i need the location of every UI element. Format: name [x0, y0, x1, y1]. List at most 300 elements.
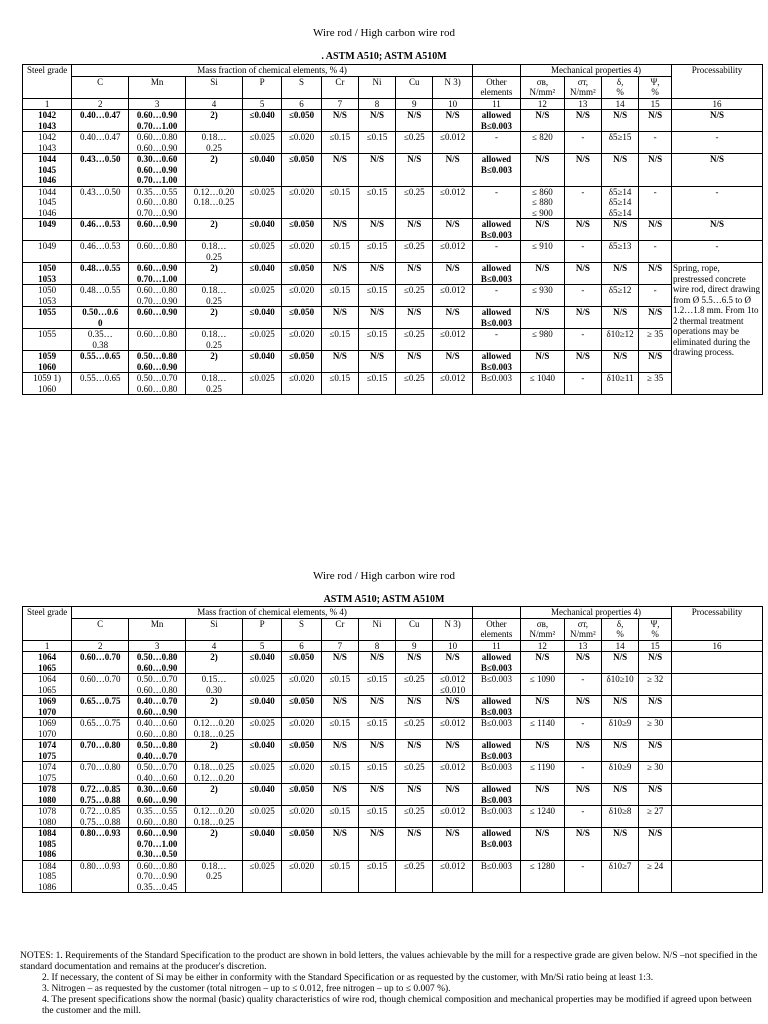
table-cell: ≤0.020: [282, 241, 321, 263]
header-row: [23, 607, 763, 619]
table-cell: N/S: [639, 740, 672, 762]
table-cell: 0.60…0.70: [72, 652, 129, 674]
table-cell: -: [472, 186, 520, 219]
table-cell: -: [564, 373, 601, 395]
table-cell: 1069 1070: [23, 696, 72, 718]
table-cell: ≤0.020: [282, 285, 321, 307]
table-cell: N/S: [358, 696, 395, 718]
table-cell: 0.65…0.75: [72, 696, 129, 718]
table-cell: 0.12…0.20 0.18…0.25: [186, 186, 243, 219]
table-cell: allowed B≤0.003: [472, 652, 520, 674]
table-row: [23, 674, 763, 696]
table-cell: ≤0.15: [358, 329, 395, 351]
table-cell: ≤0.15: [321, 373, 358, 395]
table-cell: N/S: [601, 110, 638, 132]
header-col: Other elements: [472, 618, 520, 640]
table-cell: ≤0.012: [433, 132, 473, 154]
table-cell: 0.72…0.85 0.75…0.88: [72, 806, 129, 828]
table-cell: ≤0.050: [282, 263, 321, 285]
notes: [20, 951, 760, 1017]
table-cell: ≤0.020: [282, 329, 321, 351]
table-cell: -: [472, 285, 520, 307]
header-processability: Processability: [672, 607, 763, 641]
table-cell: ≤0.012: [433, 860, 473, 893]
table-cell: δ5≥14 δ5≥14 δ5≥14: [601, 186, 638, 219]
table-cell: δ10≥7: [601, 860, 638, 893]
table-cell: 0.50…0.70 0.60…0.80: [129, 674, 186, 696]
table-cell: ≤0.020: [282, 806, 321, 828]
table-cell: -: [672, 186, 763, 219]
table-cell: B≤0.003: [472, 806, 520, 828]
table-cell: 1074 1075: [23, 740, 72, 762]
column-number: 4: [186, 98, 243, 110]
table-cell: 1059 1060: [23, 351, 72, 373]
header-col: C: [72, 76, 129, 98]
table-cell: N/S: [521, 263, 565, 285]
table-cell: 0.40…0.47: [72, 110, 129, 132]
table-cell: N/S: [321, 219, 358, 241]
table-cell: 0.30…0.60 0.60…0.90: [129, 784, 186, 806]
table-cell: N/S: [433, 696, 473, 718]
table-cell: -: [472, 132, 520, 154]
table-cell: N/S: [564, 652, 601, 674]
table-cell: N/S: [521, 652, 565, 674]
table-cell: -: [639, 186, 672, 219]
table-cell: allowed B≤0.003: [472, 740, 520, 762]
table-cell: 0.18…0.25 0.12…0.20: [186, 762, 243, 784]
table-row: [23, 307, 763, 329]
table-cell: ≤0.025: [242, 373, 281, 395]
table-cell: 0.35… 0.38: [72, 329, 129, 351]
table-cell: ≤0.15: [358, 762, 395, 784]
table-cell: N/S: [358, 652, 395, 674]
table-cell: ≤0.25: [396, 285, 433, 307]
table-cell: 2): [186, 154, 243, 187]
table-cell: 2): [186, 219, 243, 241]
header-col: P: [242, 76, 281, 98]
table-cell: ≤0.050: [282, 652, 321, 674]
column-number: 12: [521, 640, 565, 652]
table-cell: 0.50…0.6 0: [72, 307, 129, 329]
table-cell: ≤0.025: [242, 329, 281, 351]
column-number-row: [23, 640, 763, 652]
table-cell: ≤0.15: [358, 806, 395, 828]
table-cell: -: [564, 806, 601, 828]
table-cell: N/S: [564, 740, 601, 762]
table-row: [23, 110, 763, 132]
column-number: 13: [564, 98, 601, 110]
table-cell: -: [564, 329, 601, 351]
table-cell: [672, 674, 763, 696]
header-col: σв, N/mm²: [521, 76, 565, 98]
table-cell: 0.15… 0.30: [186, 674, 243, 696]
table-cell: 2): [186, 652, 243, 674]
header-mechanical: Mechanical properties 4): [521, 607, 672, 619]
column-number: 14: [601, 640, 638, 652]
table-cell: [672, 696, 763, 718]
table-cell: N/S: [521, 110, 565, 132]
table-cell: ≤ 1280: [521, 860, 565, 893]
processability-note: Spring, rope, prestressed concrete wire rod, direct drawing from Ø 5.5…6.5 to Ø 1.2…1.8 mm. From 1to 2 thermal treatment operations may be eliminated during the drawing process.: [672, 263, 763, 395]
table-row: [23, 373, 763, 395]
table-cell: 2): [186, 828, 243, 861]
table-cell: allowed B≤0.003: [472, 219, 520, 241]
table-cell: ≤0.040: [242, 307, 281, 329]
table-cell: -: [672, 241, 763, 263]
note-1: NOTES: 1. Requirements of the Standard Specification to the product are shown in bold letters, the values achievable by the mill for a respective grade are given below. N/S –not specified in the standard documentation and remains at the producer's discretion.: [20, 951, 758, 972]
table-cell: 2): [186, 696, 243, 718]
table-cell: 1042 1043: [23, 132, 72, 154]
table-cell: N/S: [358, 307, 395, 329]
table-cell: [672, 828, 763, 861]
column-number: 1: [23, 640, 72, 652]
table-cell: allowed B≤0.003: [472, 828, 520, 861]
table-cell: 1055: [23, 307, 72, 329]
table-cell: N/S: [396, 696, 433, 718]
table-cell: N/S: [358, 740, 395, 762]
table-cell: N/S: [321, 154, 358, 187]
table-cell: ≤0.025: [242, 860, 281, 893]
table-cell: 0.80…0.93: [72, 860, 129, 893]
column-number: 6: [282, 98, 321, 110]
table-cell: ≤0.025: [242, 718, 281, 740]
table-row: [23, 154, 763, 187]
header-col: Cr: [321, 618, 358, 640]
table-cell: ≤0.15: [358, 373, 395, 395]
table-cell: B≤0.003: [472, 674, 520, 696]
column-number: 8: [358, 98, 395, 110]
table-cell: N/S: [321, 740, 358, 762]
table-cell: 0.46…0.53: [72, 241, 129, 263]
table-cell: N/S: [321, 696, 358, 718]
column-number: 9: [396, 98, 433, 110]
table-cell: δ5≥15: [601, 132, 638, 154]
column-number: 2: [72, 98, 129, 110]
table-cell: N/S: [321, 828, 358, 861]
table-cell: allowed B≤0.003: [472, 110, 520, 132]
table-cell: 1078 1080: [23, 784, 72, 806]
table-cell: 1055: [23, 329, 72, 351]
table-cell: δ10≥10: [601, 674, 638, 696]
header-col: Cu: [396, 76, 433, 98]
column-number: 15: [639, 98, 672, 110]
table-cell: 0.35…0.55 0.60…0.80 0.70…0.90: [129, 186, 186, 219]
table-cell: N/S: [321, 263, 358, 285]
table-cell: [672, 652, 763, 674]
header-col: P: [242, 618, 281, 640]
table-cell: ≤0.25: [396, 373, 433, 395]
table-cell: N/S: [672, 154, 763, 187]
column-number: 16: [672, 640, 763, 652]
table-cell: ≤0.025: [242, 285, 281, 307]
header-col: Ni: [358, 618, 395, 640]
table-cell: 1074 1075: [23, 762, 72, 784]
table-cell: ≤0.040: [242, 784, 281, 806]
table-cell: 0.60…0.80 0.70…0.90: [129, 285, 186, 307]
table-cell: ≤0.050: [282, 740, 321, 762]
table-cell: 1049: [23, 241, 72, 263]
table-cell: N/S: [396, 219, 433, 241]
table-cell: -: [564, 674, 601, 696]
table-cell: N/S: [358, 263, 395, 285]
table-cell: -: [564, 241, 601, 263]
table-cell: ≤ 930: [521, 285, 565, 307]
table-cell: ≤ 820: [521, 132, 565, 154]
table-cell: -: [564, 762, 601, 784]
table-cell: ≤0.15: [358, 241, 395, 263]
table-cell: 1044 1045 1046: [23, 186, 72, 219]
column-number: 3: [129, 98, 186, 110]
table-cell: N/S: [358, 351, 395, 373]
table-cell: ≤0.012 ≤0.010: [433, 674, 473, 696]
table-cell: 0.30…0.60 0.60…0.90 0.70…1.00: [129, 154, 186, 187]
table-cell: 0.18… 0.25: [186, 329, 243, 351]
section2-title: Wire rod / High carbon wire rod: [313, 570, 455, 582]
table-cell: -: [472, 241, 520, 263]
table-cell: ≤ 980: [521, 329, 565, 351]
table-cell: 0.48…0.55: [72, 285, 129, 307]
table-cell: 0.60…0.80: [129, 241, 186, 263]
table-cell: ≤0.040: [242, 154, 281, 187]
table-cell: -: [639, 241, 672, 263]
table-cell: ≤0.15: [321, 329, 358, 351]
table-cell: N/S: [639, 696, 672, 718]
column-number: 7: [321, 98, 358, 110]
table-cell: 0.35…0.55 0.60…0.80: [129, 806, 186, 828]
table-cell: N/S: [564, 154, 601, 187]
table-row: [23, 263, 763, 285]
table-cell: ≥ 27: [639, 806, 672, 828]
table-cell: δ10≥8: [601, 806, 638, 828]
spec-table-1: [22, 64, 763, 395]
table-cell: ≤0.25: [396, 132, 433, 154]
table-cell: 0.60…0.90 0.70…1.00: [129, 110, 186, 132]
table-cell: δ5≥13: [601, 241, 638, 263]
table-row: [23, 696, 763, 718]
table-cell: N/S: [601, 740, 638, 762]
table-cell: -: [672, 132, 763, 154]
table-cell: -: [564, 718, 601, 740]
table-cell: 1078 1080: [23, 806, 72, 828]
table-cell: N/S: [321, 784, 358, 806]
table-cell: -: [564, 132, 601, 154]
column-number: 13: [564, 640, 601, 652]
table-cell: ≤0.15: [321, 806, 358, 828]
table-cell: 0.65…0.75: [72, 718, 129, 740]
table-cell: ≤0.15: [358, 132, 395, 154]
table-cell: 1084 1085 1086: [23, 860, 72, 893]
table-cell: N/S: [321, 307, 358, 329]
table-cell: ≤0.025: [242, 241, 281, 263]
table-cell: 0.60…0.80: [129, 329, 186, 351]
table-cell: 1050 1053: [23, 263, 72, 285]
table-row: [23, 285, 763, 307]
table-cell: ≤0.040: [242, 219, 281, 241]
table-cell: ≤0.050: [282, 154, 321, 187]
table-cell: N/S: [601, 784, 638, 806]
table-cell: 0.12…0.20 0.18…0.25: [186, 718, 243, 740]
table-cell: 0.50…0.80 0.60…0.90: [129, 351, 186, 373]
table-cell: [672, 740, 763, 762]
table-cell: ≤0.020: [282, 762, 321, 784]
column-number: 9: [396, 640, 433, 652]
table-cell: 0.48…0.55: [72, 263, 129, 285]
table-cell: allowed B≤0.003: [472, 784, 520, 806]
table-cell: ≤0.25: [396, 241, 433, 263]
table-row: [23, 241, 763, 263]
table-cell: 1050 1053: [23, 285, 72, 307]
table-cell: ≤0.15: [321, 186, 358, 219]
header-row: [23, 65, 763, 77]
table-cell: B≤0.003: [472, 762, 520, 784]
header-col: Ψ, %: [639, 618, 672, 640]
header-cols-row: [23, 618, 763, 640]
table-cell: N/S: [521, 696, 565, 718]
table-cell: 0.50…0.80 0.40…0.70: [129, 740, 186, 762]
table-cell: B≤0.003: [472, 718, 520, 740]
table-cell: allowed B≤0.003: [472, 307, 520, 329]
table-cell: ≤0.040: [242, 652, 281, 674]
table-cell: 0.80…0.93: [72, 828, 129, 861]
table-cell: ≤0.050: [282, 219, 321, 241]
table-cell: -: [564, 186, 601, 219]
table-cell: ≤0.040: [242, 351, 281, 373]
table-cell: -: [564, 285, 601, 307]
table-cell: N/S: [672, 219, 763, 241]
header-col: C: [72, 618, 129, 640]
header-col: σт, N/mm²: [564, 618, 601, 640]
table-cell: 1059 1) 1060: [23, 373, 72, 395]
table-cell: ≤ 1190: [521, 762, 565, 784]
table-cell: 0.12…0.20 0.18…0.25: [186, 806, 243, 828]
note-2: 2. If necessary, the content of Si may be either in conformity with the Standard Specification or as requested by the customer, with Mn/Si ratio being at least 1:3.: [42, 973, 654, 983]
table-cell: 0.72…0.85 0.75…0.88: [72, 784, 129, 806]
table-cell: [672, 784, 763, 806]
table-cell: N/S: [521, 784, 565, 806]
table-cell: ≤0.15: [358, 674, 395, 696]
table-cell: 0.40…0.47: [72, 132, 129, 154]
table-cell: ≥ 30: [639, 718, 672, 740]
table-cell: N/S: [672, 110, 763, 132]
table-cell: N/S: [433, 828, 473, 861]
table-cell: ≤0.040: [242, 263, 281, 285]
table-cell: ≤0.012: [433, 186, 473, 219]
table-cell: N/S: [358, 110, 395, 132]
header-col: Ψ, %: [639, 76, 672, 98]
table-cell: ≤0.050: [282, 828, 321, 861]
column-number: 12: [521, 98, 565, 110]
table-cell: ≤0.15: [321, 860, 358, 893]
table-cell: 2): [186, 110, 243, 132]
table-cell: 0.60…0.90: [129, 219, 186, 241]
column-number: 5: [242, 640, 281, 652]
table-cell: N/S: [639, 263, 672, 285]
table-cell: -: [472, 329, 520, 351]
table-cell: 0.55…0.65: [72, 351, 129, 373]
table-cell: ≤0.020: [282, 860, 321, 893]
header-col: N 3): [433, 76, 473, 98]
table-cell: [672, 718, 763, 740]
table-cell: ≤ 1240: [521, 806, 565, 828]
table-cell: N/S: [396, 154, 433, 187]
table-cell: N/S: [601, 219, 638, 241]
table-cell: ≤0.050: [282, 351, 321, 373]
header-col: δ, %: [601, 618, 638, 640]
table-cell: ≤0.025: [242, 674, 281, 696]
table-cell: ≤0.050: [282, 110, 321, 132]
table-cell: δ10≥12: [601, 329, 638, 351]
table-cell: [672, 860, 763, 893]
table-row: [23, 351, 763, 373]
table-cell: N/S: [521, 740, 565, 762]
table-cell: ≤0.25: [396, 806, 433, 828]
table-cell: 0.60…0.90 0.70…1.00: [129, 263, 186, 285]
table-cell: allowed B≤0.003: [472, 351, 520, 373]
table-cell: ≤0.020: [282, 186, 321, 219]
table-cell: 0.55…0.65: [72, 373, 129, 395]
table-cell: ≤0.25: [396, 674, 433, 696]
header-col: N 3): [433, 618, 473, 640]
table-cell: N/S: [396, 740, 433, 762]
table-cell: 0.43…0.50: [72, 186, 129, 219]
table-cell: [672, 762, 763, 784]
column-number: 16: [672, 98, 763, 110]
table-cell: ≤0.15: [321, 674, 358, 696]
table-cell: ≤0.25: [396, 860, 433, 893]
table-cell: δ10≥9: [601, 762, 638, 784]
table-cell: 2): [186, 263, 243, 285]
header-col: Cr: [321, 76, 358, 98]
header-col: Si: [186, 618, 243, 640]
table-cell: N/S: [564, 351, 601, 373]
table-cell: 0.18… 0.25: [186, 241, 243, 263]
table-cell: 2): [186, 307, 243, 329]
column-number: 5: [242, 98, 281, 110]
table-row: [23, 219, 763, 241]
table-cell: allowed B≤0.003: [472, 154, 520, 187]
table-cell: N/S: [396, 263, 433, 285]
header-mechanical: Mechanical properties 4): [521, 65, 672, 77]
table-row: [23, 806, 763, 828]
column-number-row: [23, 98, 763, 110]
table-cell: N/S: [639, 351, 672, 373]
table-cell: δ5≥12: [601, 285, 638, 307]
table-cell: 0.50…0.80 0.60…0.90: [129, 652, 186, 674]
table-cell: N/S: [433, 351, 473, 373]
table-cell: N/S: [564, 784, 601, 806]
table-cell: N/S: [601, 696, 638, 718]
table-cell: N/S: [564, 219, 601, 241]
table-cell: ≥ 24: [639, 860, 672, 893]
table-cell: ≤0.012: [433, 329, 473, 351]
header-steel-grade: Steel grade: [23, 607, 72, 641]
table-cell: 0.40…0.60 0.60…0.80: [129, 718, 186, 740]
table-cell: 1049: [23, 219, 72, 241]
header-col: σв, N/mm²: [521, 618, 565, 640]
header-processability: Processability: [672, 65, 763, 99]
table-cell: allowed B≤0.003: [472, 696, 520, 718]
table-cell: N/S: [564, 110, 601, 132]
header-steel-grade: Steel grade: [23, 65, 72, 99]
table-cell: ≤ 1140: [521, 718, 565, 740]
table-cell: N/S: [433, 110, 473, 132]
table-cell: ≤0.025: [242, 132, 281, 154]
column-number: 10: [433, 98, 473, 110]
spec-table-2: [22, 606, 763, 893]
header-col: Ni: [358, 76, 395, 98]
table-cell: N/S: [321, 652, 358, 674]
table-cell: ≤0.25: [396, 718, 433, 740]
